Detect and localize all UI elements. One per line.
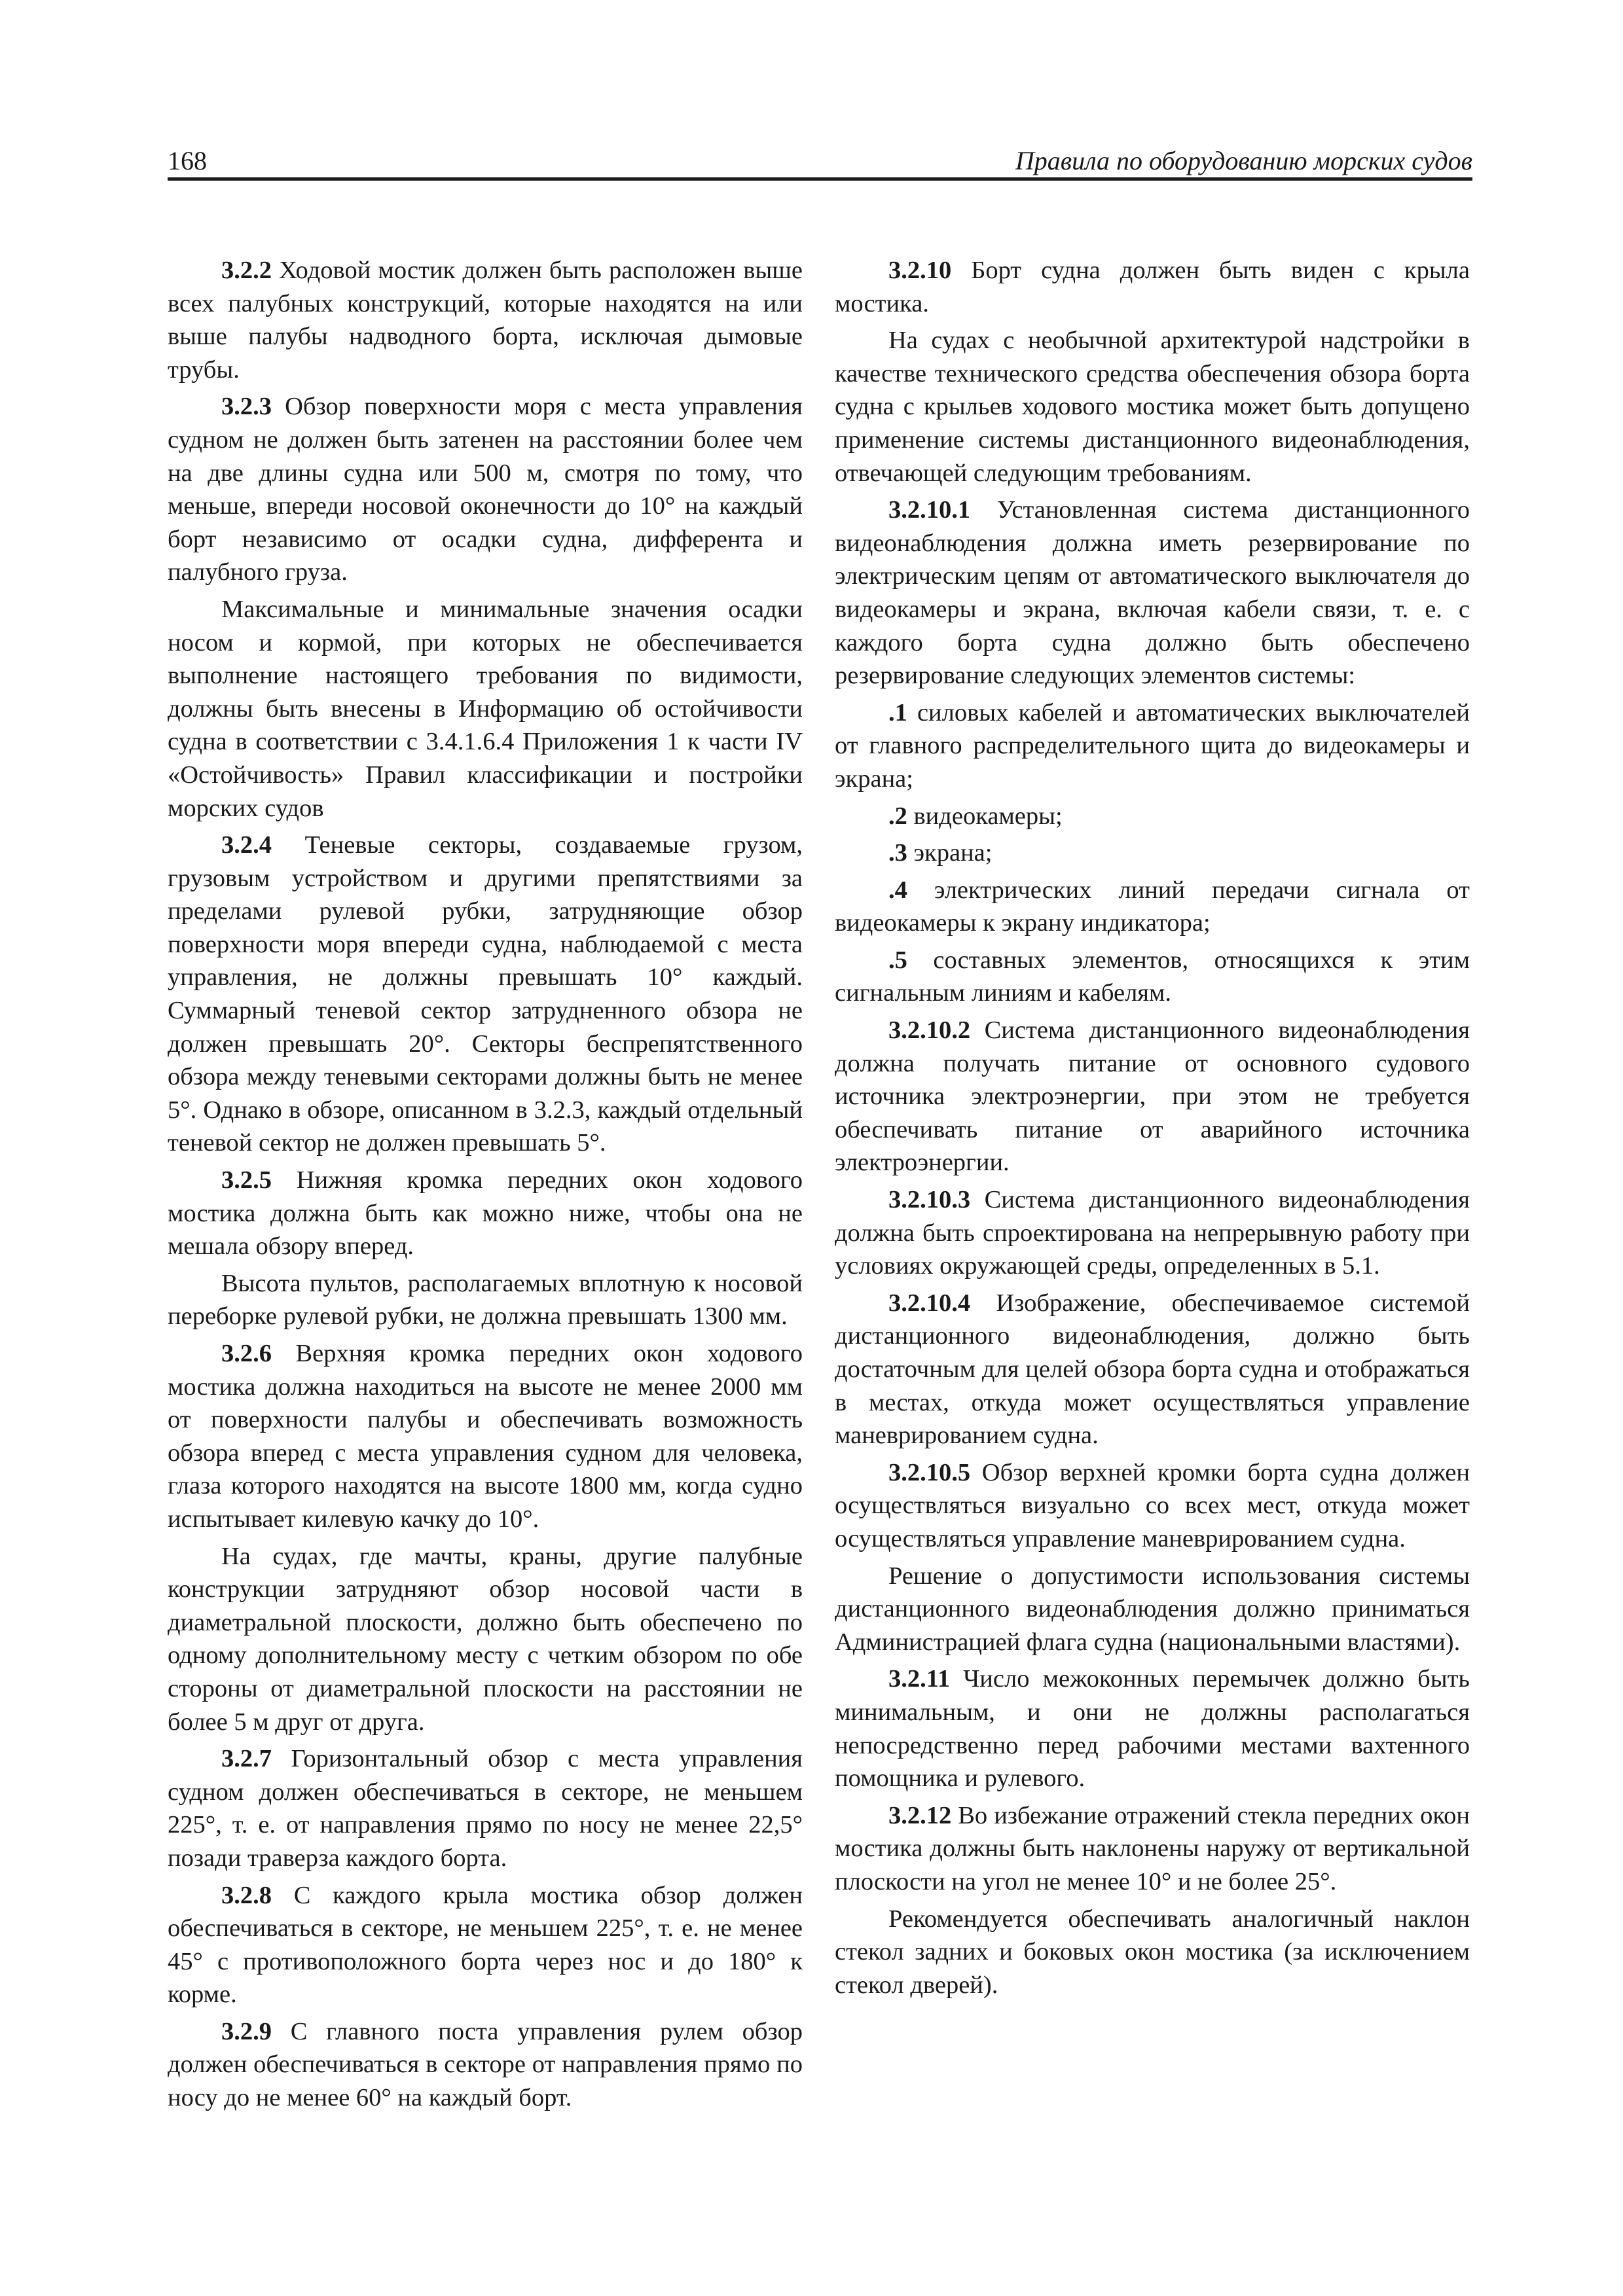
page-header [168, 143, 1472, 179]
paragraph-text: Установленная система дистанционного видеонаблюдения должна иметь резервирование по электрическим цепям от автоматического выключателя до видеокамеры и экрана, включая кабели связи, т. е. с каждого борта судна должно быть обеспечено резервирование следующих элементов системы: [835, 496, 1470, 690]
paragraph [835, 1903, 1470, 2002]
list-item [835, 696, 1470, 796]
list-item-text: составных элементов, относящихся к этим сигнальным линиям и кабелям. [835, 946, 1470, 1007]
paragraph-text: Теневые секторы, создаваемые грузом, грузовым устройством и другими препятствиями за пределами рулевой рубки, затрудняющие обзор поверхности моря впереди судна, наблюдаемой с места управления, не должны превышать 10° каждый. Суммарный теневой сектор затрудненного обзора не должен превышать 20°. Секторы беспрепятственного обзора между теневыми секторами должны быть не менее 5°. Однако в обзоре, описанном в 3.2.3, каждый отдельный теневой сектор не должен превышать 5°. [168, 831, 803, 1157]
paragraph-text: С главного поста управления рулем обзор должен обеспечиваться в секторе от направления прямо по носу до не менее 60° на каждый борт. [168, 2017, 803, 2112]
paragraph-text: Рекомендуется обеспечивать аналогичный наклон стекол задних и боковых окон мостика (за исключением стекол дверей). [835, 1905, 1470, 1999]
paragraph [168, 1164, 803, 1263]
list-item-text: силовых кабелей и автоматических выключателей от главного распределительного щита до видеокамеры и экрана; [835, 698, 1470, 793]
clause-number: 3.2.10.5 [888, 1458, 971, 1486]
left-column [168, 254, 803, 2119]
item-number: .1 [888, 698, 907, 726]
clause-number: 3.2.10.1 [888, 496, 971, 524]
paragraph [835, 1014, 1470, 1179]
running-title: Правила по оборудованию морских судов [1015, 146, 1472, 175]
paragraph [168, 1337, 803, 1536]
paragraph-text: На судах с необычной архитектурой надстройки в качестве технического средства обеспечения обзора борта судна с крыльев ходового мостика может быть допущено применение системы дистанционного видеонаблюдения, отвечающей следующим требованиям. [835, 327, 1470, 487]
paragraph [168, 254, 803, 386]
paragraph-text: Горизонтальный обзор с места управления судном должен обеспечиваться в секторе, не меньшем 225°, т. е. от направления прямо по носу не менее 22,5° позади траверза каждого борта. [168, 1745, 803, 1872]
paragraph-text: Система дистанционного видеонаблюдения должна получать питание от основного судового источника электроэнергии, при этом не требуется обеспечивать питание от аварийного источника электроэнергии. [835, 1016, 1470, 1177]
paragraph [168, 593, 803, 825]
paragraph-text: Во избежание отражений стекла передних окон мостика должны быть наклонены наружу от вертикальной плоскости на угол не менее 10° и не более 25°. [835, 1801, 1470, 1895]
clause-number: 3.2.7 [221, 1745, 272, 1773]
paragraph [168, 1267, 803, 1333]
list-item [835, 800, 1470, 833]
paragraph-text: С каждого крыла мостика обзор должен обеспечиваться в секторе, не меньшем 225°, т. е. не менее 45° с противоположного борта через нос и до 180° к корме. [168, 1881, 803, 2009]
list-item-text: видеокамеры; [907, 802, 1063, 830]
paragraph [835, 1662, 1470, 1795]
clause-number: 3.2.9 [221, 2017, 272, 2045]
list-item-text: экрана; [907, 839, 993, 867]
right-column [835, 254, 1470, 2005]
paragraph-text: Верхняя кромка передних окон ходового мостика должна находиться на высоте не менее 2000 мм от поверхности палубы и обеспечивать возможность обзора вперед с места управления судном для человека, глаза которого находятся на высоте 1800 мм, когда судно испытывает килевую качку до 10°. [168, 1340, 803, 1533]
clause-number: 3.2.3 [221, 393, 272, 421]
paragraph [168, 829, 803, 1160]
clause-number: 3.2.10 [888, 257, 952, 284]
item-number: .3 [888, 839, 907, 867]
paragraph-text: Ходовой мостик должен быть расположен выше всех палубных конструкций, которые находятся на или выше палубы надводного борта, исключая дымовые трубы. [168, 257, 803, 384]
paragraph-text: Борт судна должен быть виден с крыла мостика. [835, 257, 1470, 317]
paragraph [168, 1742, 803, 1874]
item-number: .5 [888, 946, 907, 974]
paragraph [168, 1540, 803, 1739]
paragraph-text: Нижняя кромка передних окон ходового мостика должна быть как можно ниже, чтобы она не мешала обзору вперед. [168, 1166, 803, 1261]
list-item [835, 944, 1470, 1010]
clause-number: 3.2.12 [888, 1801, 952, 1829]
page-number: 168 [168, 146, 207, 175]
clause-number: 3.2.5 [221, 1166, 272, 1194]
clause-number: 3.2.11 [888, 1665, 951, 1693]
paragraph [835, 1183, 1470, 1283]
paragraph [835, 1560, 1470, 1659]
paragraph-text: На судах, где мачты, краны, другие палубные конструкции затрудняют обзор носовой части в диаметральной плоскости, должно быть обеспечено по одному дополнительному месту с четким обзором по обе стороны от диаметральной плоскости на расстоянии не более 5 м друг от друга. [168, 1542, 803, 1736]
clause-number: 3.2.4 [221, 831, 272, 859]
paragraph-text: Изображение, обеспечиваемое системой дистанционного видеонаблюдения, должно быть достаточным для целей обзора борта судна и отображаться в местах, откуда может осуществляться управление маневрированием судна. [835, 1289, 1470, 1450]
header-rule [168, 177, 1472, 181]
paragraph-text: Система дистанционного видеонаблюдения должна быть спроектирована на непрерывную работу при условиях окружающей среды, определенных в 5.1. [835, 1186, 1470, 1280]
paragraph [835, 1799, 1470, 1899]
paragraph [835, 493, 1470, 692]
paragraph [168, 1879, 803, 2011]
clause-number: 3.2.10.3 [888, 1186, 971, 1214]
clause-number: 3.2.2 [221, 257, 272, 284]
paragraph-text: Максимальные и минимальные значения осадки носом и кормой, при которых не обеспечивается выполнение настоящего требования по видимости, должны быть внесены в Информацию об остойчивости судна в соответствии с 3.4.1.6.4 Приложения 1 к части IV «Остойчивость» Правил классификации и постройки морских судов [168, 595, 803, 822]
list-item-text: электрических линий передачи сигнала от видеокамеры к экрану индикатора; [835, 876, 1470, 937]
clause-number: 3.2.8 [221, 1881, 272, 1909]
clause-number: 3.2.10.4 [888, 1289, 971, 1317]
list-item [835, 836, 1470, 870]
paragraph-text: Обзор поверхности моря с места управления судном не должен быть затенен на расстоянии более чем на две длины судна или 500 м, смотря по тому, что меньше, впереди носовой оконечности до 10° на каждый борт независимо от осадки судна, дифферента и палубного груза. [168, 393, 803, 586]
paragraph [168, 2015, 803, 2115]
paragraph [835, 254, 1470, 320]
paragraph [835, 324, 1470, 490]
item-number: .2 [888, 802, 907, 830]
clause-number: 3.2.6 [221, 1340, 272, 1367]
clause-number: 3.2.10.2 [888, 1016, 971, 1045]
paragraph-text: Решение о допустимости использования системы дистанционного видеонаблюдения должно приниматься Администрацией флага судна (национальными властями). [835, 1562, 1470, 1656]
paragraph [168, 390, 803, 589]
paragraph-text: Обзор верхней кромки борта судна должен осуществляться визуально со всех мест, откуда может осуществляться управление маневрированием судна. [835, 1458, 1470, 1552]
paragraph-text: Число межоконных перемычек должно быть минимальным, и они не должны располагаться непосредственно перед рабочими местами вахтенного помощника и рулевого. [835, 1665, 1470, 1793]
paragraph-text: Высота пультов, располагаемых вплотную к носовой переборке рулевой рубки, не должна превышать 1300 мм. [168, 1269, 803, 1331]
item-number: .4 [888, 876, 907, 904]
list-item [835, 874, 1470, 940]
paragraph [835, 1456, 1470, 1556]
paragraph [835, 1287, 1470, 1452]
